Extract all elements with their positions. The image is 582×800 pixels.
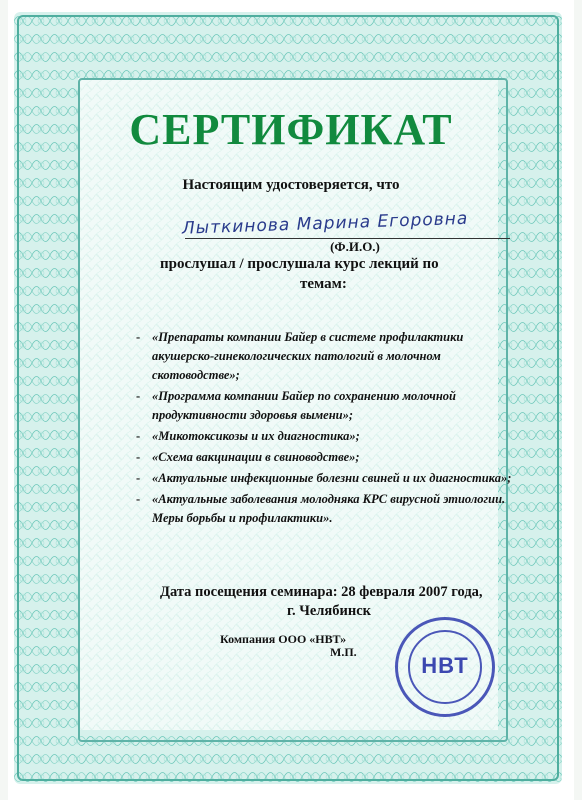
- certificate-title: СЕРТИФИКАТ: [129, 105, 453, 154]
- topic-item: - «Актуальные инфекционные болезни свиней и их диагностика»;: [136, 469, 516, 488]
- holder-name-handwritten: Лыткинова Марина Егоровна: [181, 208, 469, 239]
- topic-item: - «Актуальные заболевания молодняка КРС вирусной этиологии. Меры борьбы и профилактики».: [136, 490, 516, 528]
- company-stamp: [395, 617, 495, 717]
- company-name: Компания ООО «НВТ»: [220, 632, 347, 646]
- city-line: г. Челябинск: [287, 603, 372, 619]
- topics-list: [136, 328, 516, 530]
- topic-item: - «Программа компании Байер по сохранению молочной продуктивности здоровья вымени»;: [136, 387, 516, 425]
- mp-label: М.П.: [330, 645, 357, 659]
- course-line-1: прослушал / прослушала курс лекций по: [160, 256, 439, 272]
- certify-line: Настоящим удостоверяется, что: [182, 177, 400, 193]
- fio-label: (Ф.И.О.): [330, 239, 380, 254]
- course-line-2: темам:: [300, 276, 347, 292]
- topic-item: - «Микотоксикозы и их диагностика»;: [136, 427, 516, 446]
- date-line: Дата посещения семинара: 28 февраля 2007 года,: [160, 584, 483, 600]
- stamp-logo: НВТ: [421, 653, 469, 678]
- topic-item: - «Препараты компании Байер в системе профилактики акушерско-гинекологических патологий в молочном скотоводстве»;: [136, 328, 516, 385]
- topic-item: - «Схема вакцинации в свиноводстве»;: [136, 448, 516, 467]
